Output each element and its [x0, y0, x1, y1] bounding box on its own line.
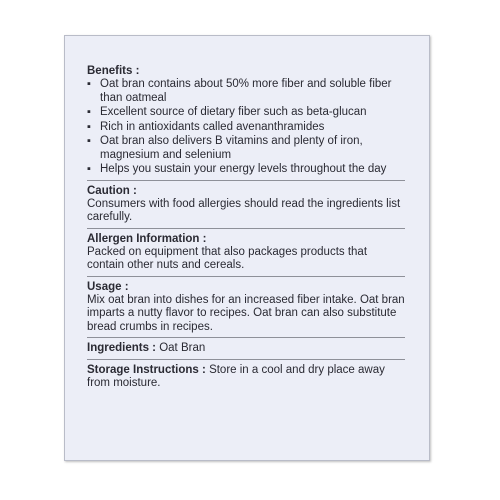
divider	[87, 337, 405, 338]
list-item	[87, 78, 405, 105]
storage-row	[87, 363, 405, 391]
list-item	[87, 106, 405, 120]
ingredients-row	[87, 341, 405, 356]
allergen-heading: Allergen Information :	[87, 232, 207, 245]
allergen-text: Packed on equipment that also packages products that contain other nuts and cereals.	[87, 245, 368, 271]
square-bullet-icon: ▪	[87, 135, 91, 147]
storage-value: Store in a cool and dry place away from moisture.	[87, 363, 385, 389]
benefits-list	[87, 78, 405, 177]
list-item	[87, 163, 405, 177]
divider	[87, 228, 405, 229]
ingredients-value: Oat Bran	[159, 342, 206, 354]
square-bullet-icon: ▪	[87, 120, 91, 133]
benefit-text: Excellent source of dietary fiber such as beta-glucan	[100, 106, 367, 118]
usage-heading: Usage :	[87, 280, 129, 293]
benefit-text: Oat bran contains about 50% more fiber and soluble fiber than oatmeal	[100, 78, 392, 104]
storage-heading: Storage Instructions :	[87, 363, 206, 376]
benefit-text: Oat bran also delivers B vitamins and plenty of iron, magnesium and selenium	[100, 135, 363, 161]
divider	[87, 276, 405, 277]
product-info-label	[64, 35, 430, 461]
square-bullet-icon: ▪	[87, 78, 91, 90]
benefit-text: Helps you sustain your energy levels throughout the day	[100, 163, 387, 175]
usage-text: Mix oat bran into dishes for an increased fiber intake. Oat bran imparts a nutty flavor to recipes. Oat bran can also substitute bread crumbs in recipes.	[87, 293, 405, 333]
caution-text: Consumers with food allergies should read the ingredients list carefully.	[87, 197, 401, 223]
divider	[87, 359, 405, 360]
square-bullet-icon: ▪	[87, 163, 91, 175]
label-content	[87, 64, 405, 391]
square-bullet-icon: ▪	[87, 106, 91, 118]
caution-heading: Caution :	[87, 184, 137, 197]
ingredients-heading: Ingredients :	[87, 342, 157, 354]
divider	[87, 180, 405, 181]
benefits-heading: Benefits :	[87, 65, 140, 77]
benefit-text: Rich in antioxidants called avenanthramides	[100, 120, 325, 133]
list-item	[87, 135, 405, 162]
list-item	[87, 121, 405, 135]
